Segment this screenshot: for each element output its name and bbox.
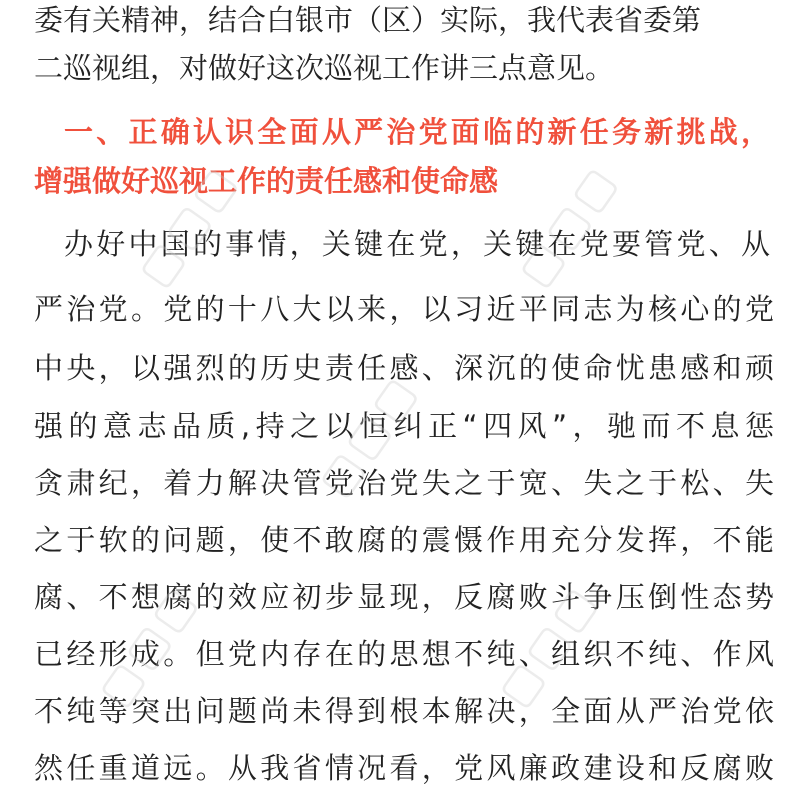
watermark-mark: ▢▢▢ <box>88 574 209 717</box>
section-heading-line-1: 一、正确认识全面从严治党面临的新任务新挑战， <box>64 115 770 149</box>
body-line-10: 然任重道远。从我省情况看，党风廉政建设和反腐败 <box>34 751 774 785</box>
watermark-mark: ▢▢▢ <box>308 364 429 507</box>
watermark-mark: ▢▢▢ <box>128 154 249 297</box>
body-line-6: 之于软的问题，使不敢腐的震慑作用充分发挥，不能 <box>34 523 774 557</box>
body-line-1: 办好中国的事情，关键在党，关键在党要管党、从 <box>64 227 770 261</box>
body-line-8: 已经形成。但党内存在的思想不纯、组织不纯、作风 <box>34 637 774 671</box>
body-line-5: 贪肃纪，着力解决管党治党失之于宽、失之于松、失 <box>34 466 774 500</box>
body-line-4: 强的意志品质,持之以恒纠正“四风”，驰而不息惩 <box>34 409 774 443</box>
watermark-mark: ▢▢▢ <box>488 574 609 717</box>
body-line-2: 严治党。党的十八大以来，以习近平同志为核心的党 <box>34 292 774 326</box>
body-line-3: 中央，以强烈的历史责任感、深沉的使命忧患感和顽 <box>34 351 774 385</box>
section-heading-line-2: 增强做好巡视工作的责任感和使命感 <box>34 164 499 198</box>
paragraph-line-1: 委有关精神，结合白银市（区）实际，我代表省委第 <box>34 3 702 37</box>
body-line-7: 腐、不想腐的效应初步显现，反腐败斗争压倒性态势 <box>34 580 774 614</box>
paragraph-line-2: 二巡视组，对做好这次巡视工作讲三点意见。 <box>34 51 615 85</box>
watermark-mark: ▢▢▢ <box>508 154 629 297</box>
body-line-9: 不纯等突出问题尚未得到根本解决，全面从严治党依 <box>34 694 774 728</box>
